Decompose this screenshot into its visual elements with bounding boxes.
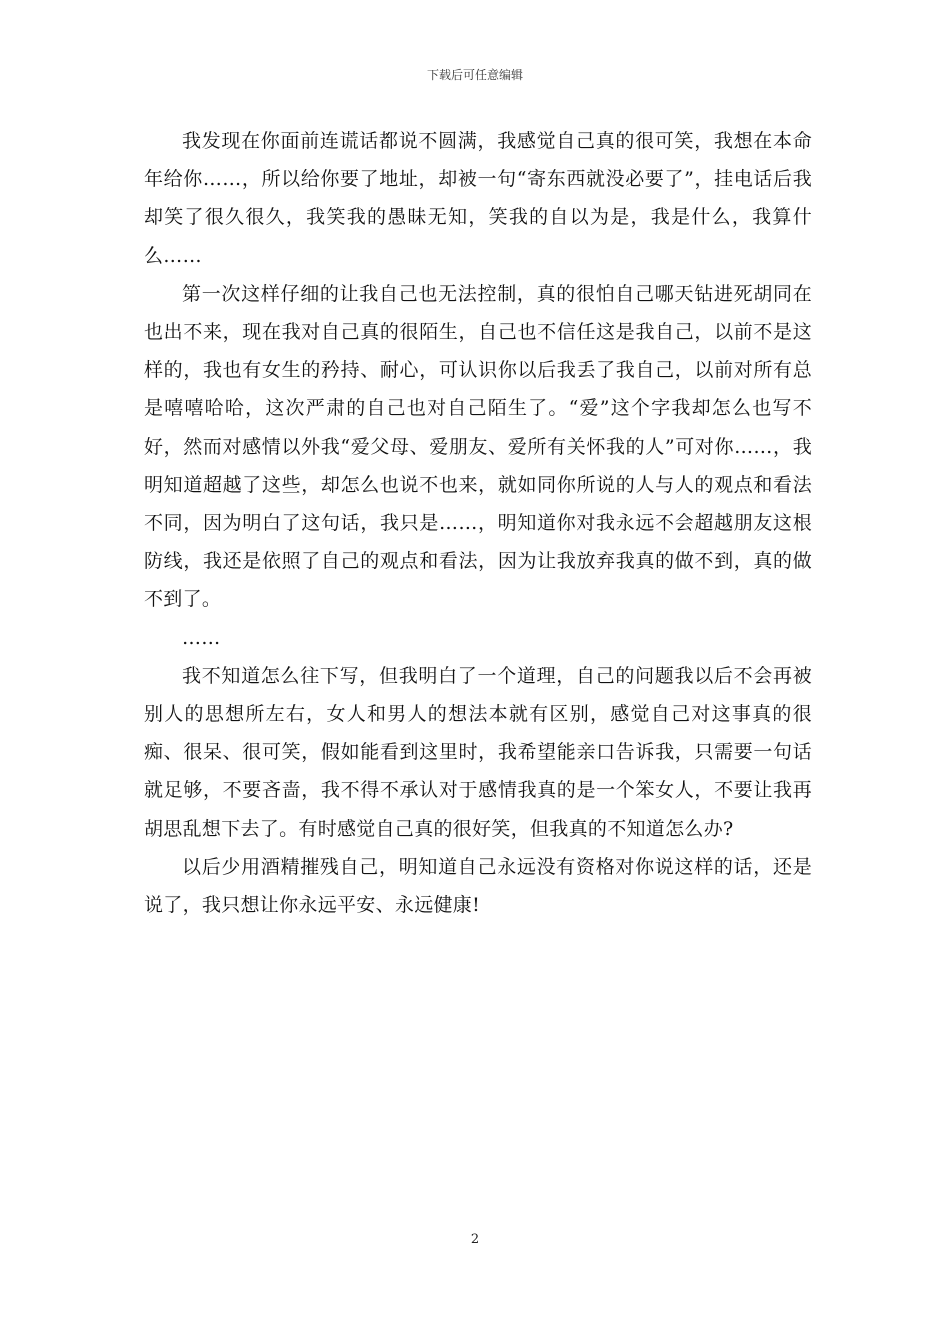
document-body: [144, 122, 812, 924]
page-header: 下载后可任意编辑: [426, 68, 523, 82]
paragraph-ellipsis: ……: [182, 626, 221, 649]
page-number: 2: [470, 1232, 480, 1247]
paragraph-3: 我不知道怎么往下写，但我明白了一个道理，自己的问题我以后不会再被别人的思想所左右，女人和男人的想法本就有区别，感觉自己对这事真的很痴、很呆、很可笑，假如能看到这里时，我希望能亲口告诉我，只需要一句话就足够，不要吝啬，我不得不承认对于感情我真的是一个笨女人，不要让我再胡思乱想下去了。有时感觉自己真的很好笑，但我真的不知道怎么办?: [144, 664, 812, 840]
paragraph-1: 我发现在你面前连谎话都说不圆满，我感觉自己真的很可笑，我想在本命年给你……，所以给你要了地址，却被一句“寄东西就没必要了”，挂电话后我却笑了很久很久，我笑我的愚昧无知，笑我的自以为是，我是什么，我算什么……: [144, 130, 812, 267]
paragraph-4: 以后少用酒精摧残自己，明知道自己永远没有资格对你说这样的话，还是说了，我只想让你永远平安、永远健康!: [144, 855, 812, 917]
paragraph-2: 第一次这样仔细的让我自己也无法控制，真的很怕自己哪天钻进死胡同在也出不来，现在我对自己真的很陌生，自己也不信任这是我自己，以前不是这样的，我也有女生的矜持、耐心，可认识你以后我丢了我自己，以前对所有总是嘻嘻哈哈，这次严肃的自己也对自己陌生了。“爱”这个字我却怎么也写不好，然而对感情以外我“爱父母、爱朋友、爱所有关怀我的人”可对你……，我明知道超越了这些，却怎么也说不也来，就如同你所说的人与人的观点和看法不同，因为明白了这句话，我只是……，明知道你对我永远不会超越朋友这根防线，我还是依照了自己的观点和看法，因为让我放弃我真的做不到，真的做不到了。: [144, 282, 812, 611]
